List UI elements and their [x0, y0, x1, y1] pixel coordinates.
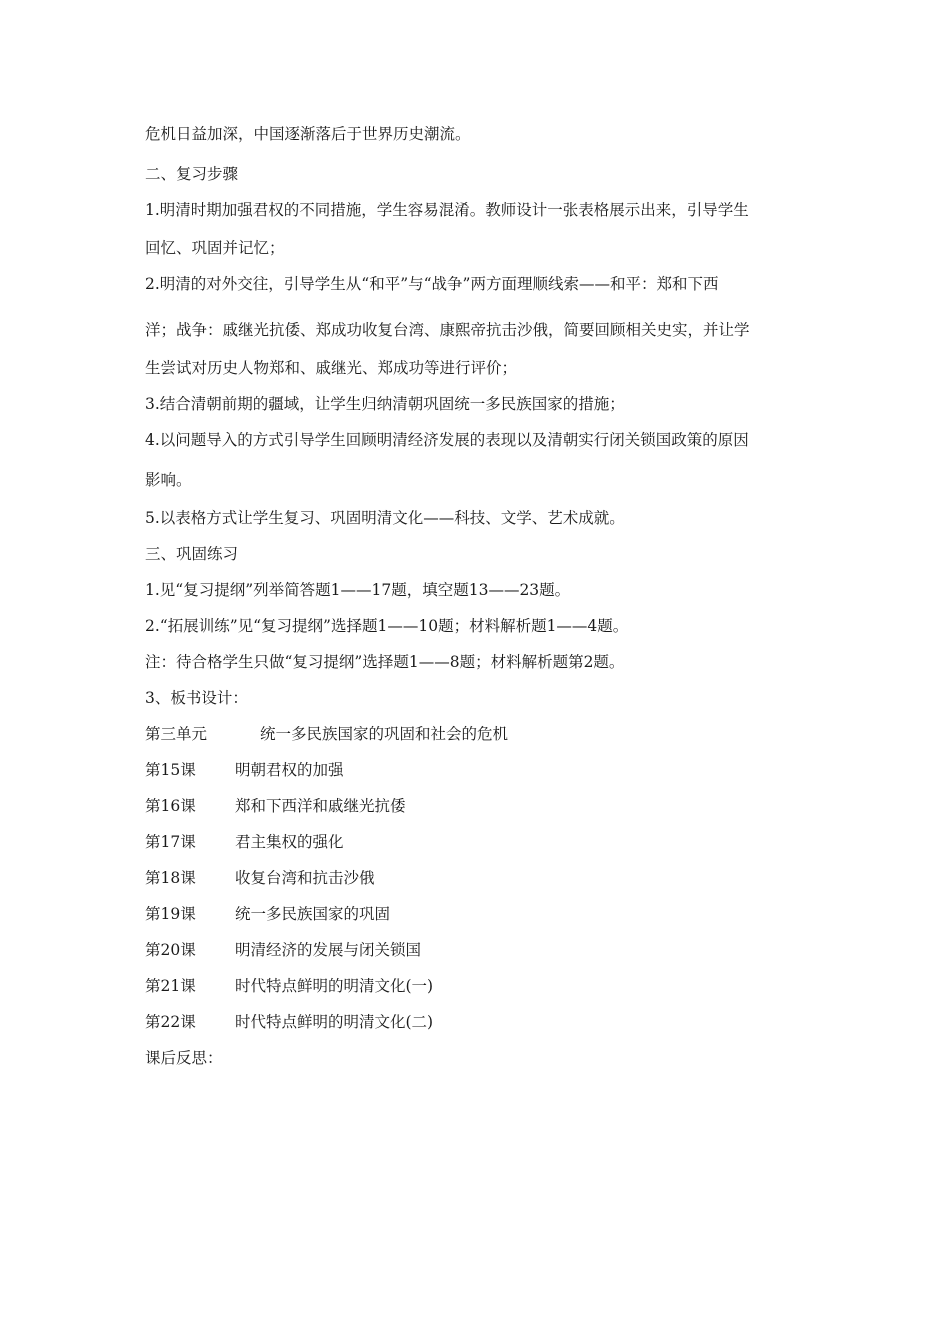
lesson-row [145, 976, 433, 996]
step5: 5.以表格方式让学生复习、巩固明清文化——科技、文学、艺术成就。 [145, 509, 625, 527]
step1-line1: 1.明清时期加强君权的不同措施，学生容易混淆。教师设计一张表格展示出来，引导学生 [145, 201, 749, 219]
lesson-number: 第20课 [145, 941, 196, 959]
lesson-number: 第17课 [145, 833, 196, 851]
lesson-title: 明朝君权的加强 [235, 761, 344, 779]
unit-title: 统一多民族国家的巩固和社会的危机 [260, 725, 509, 743]
board-heading: 3、板书设计： [145, 689, 248, 707]
step2-line2: 洋；战争：戚继光抗倭、郑成功收复台湾、康熙帝抗击沙俄，简要回顾相关史实，并让学 [145, 321, 750, 339]
step4-line1: 4.以问题导入的方式引导学生回顾明清经济发展的表现以及清朝实行闭关锁国政策的原因 [145, 431, 749, 449]
board-unit-row [145, 724, 508, 744]
lesson-title: 时代特点鲜明的明清文化(一) [235, 977, 434, 995]
lesson-row [145, 904, 390, 924]
lesson-row [145, 760, 344, 780]
exercise-note: 注：待合格学生只做“复习提纲”选择题1——8题；材料解析题第2题。 [145, 653, 625, 671]
step2-line1: 2.明清的对外交往，引导学生从“和平”与“战争”两方面理顺线索——和平：郑和下西 [145, 275, 719, 293]
lesson-title: 时代特点鲜明的明清文化(二) [235, 1013, 434, 1031]
lesson-title: 收复台湾和抗击沙俄 [235, 869, 375, 887]
step2-line3: 生尝试对历史人物郑和、戚继光、郑成功等进行评价； [145, 359, 518, 377]
lesson-title: 统一多民族国家的巩固 [235, 905, 391, 923]
step1-line2: 回忆、巩固并记忆； [145, 239, 285, 257]
lesson-title: 郑和下西洋和戚继光抗倭 [235, 797, 406, 815]
review-steps-heading: 二、复习步骤 [145, 165, 239, 183]
lesson-number: 第21课 [145, 977, 196, 995]
lesson-number: 第16课 [145, 797, 196, 815]
step4-line2: 影响。 [145, 471, 192, 489]
document-page [145, 0, 810, 1344]
exercise-item2: 2.“拓展训练”见“复习提纲”选择题1——10题；材料解析题1——4题。 [145, 617, 629, 635]
exercises-heading: 三、巩固练习 [145, 545, 239, 563]
lesson-number: 第19课 [145, 905, 196, 923]
lesson-title: 君主集权的强化 [235, 833, 344, 851]
lesson-row [145, 1012, 433, 1032]
lesson-number: 第18课 [145, 869, 196, 887]
lesson-number: 第15课 [145, 761, 196, 779]
step3: 3.结合清朝前期的疆域，让学生归纳清朝巩固统一多民族国家的措施； [145, 395, 625, 413]
reflection-heading: 课后反思： [145, 1049, 223, 1067]
lesson-row [145, 832, 344, 852]
lesson-number: 第22课 [145, 1013, 196, 1031]
lesson-row [145, 940, 421, 960]
unit-label: 第三单元 [145, 725, 208, 743]
lesson-row [145, 796, 406, 816]
intro-continuation: 危机日益加深，中国逐渐落后于世界历史潮流。 [145, 125, 471, 143]
lesson-row [145, 868, 375, 888]
lesson-title: 明清经济的发展与闭关锁国 [235, 941, 422, 959]
exercise-item1: 1.见“复习提纲”列举简答题1——17题，填空题13——23题。 [145, 581, 571, 599]
